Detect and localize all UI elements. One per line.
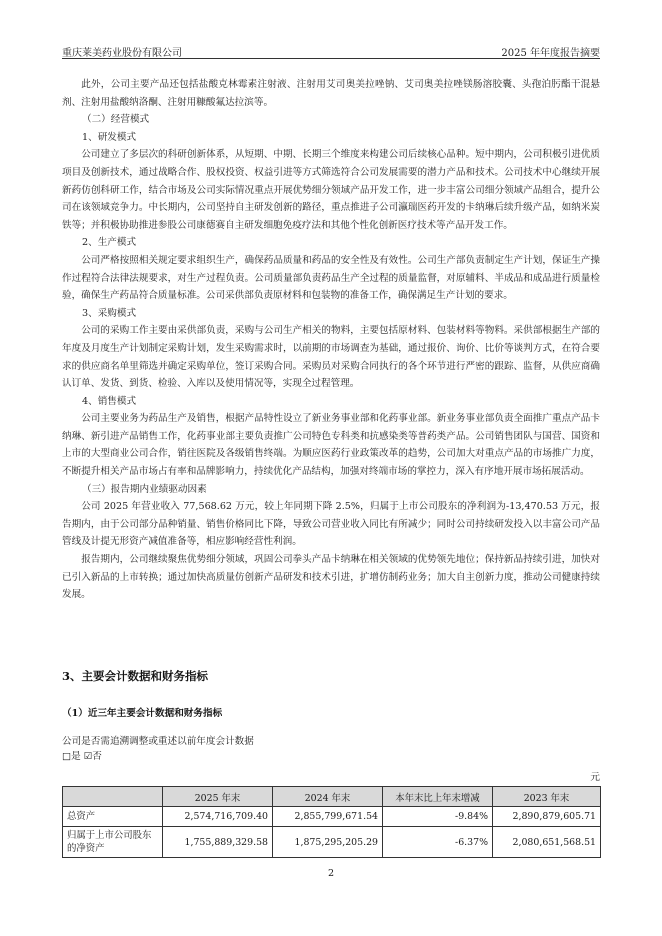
heading-procurement-model: 3、采购模式 bbox=[82, 307, 137, 319]
paragraph-sales: 公司主要业务为药品生产及销售，根据产品特性设立了新业务事业部和化药事业部。新业务事业部负责全面推广重点产品卡纳琳、新引进产品销售工作，化药事业部主要负责推广公司特色专科类和抗感染类等普药类产品。公司销售团队与国营、国资和上市的大型商业公司合作，销往医院及各级销售终端。为顺应医药行业政策改革的趋势，公司加大对重点产品的市场推广力度，不断提升相关产品市场占有率和品牌影响力，持续优化产品结构，加强对终端市场的掌控力，深入有序地开展市场拓展活动。 bbox=[62, 413, 600, 478]
page-header bbox=[62, 40, 600, 59]
heading-business-model: （二）经营模式 bbox=[82, 114, 150, 126]
table-header-cell: 本年末比上年末增减 bbox=[383, 787, 493, 807]
table-cell: 1,755,889,329.58 bbox=[163, 827, 273, 858]
heading-production-model: 2、生产模式 bbox=[82, 237, 137, 249]
paragraph-outlook: 报告期内，公司继续聚焦优势细分领域，巩固公司拳头产品卡纳琳在相关领域的优势领先地位；保持新品持续引进，加快对已引入新品的上市转换；通过加快高质量仿创新产品研发和技术引进，扩增仿制药业务；加大自主创新力度，推动公司健康持续发展。 bbox=[62, 554, 600, 601]
table-header-cell bbox=[63, 787, 163, 807]
paragraph-procurement: 公司的采购工作主要由采供部负责，采购与公司生产相关的物料，主要包括原材料、包装材料等物料。采供部根据生产部的年度及月度生产计划制定采购计划，发生采购需求时，以前期的市场调查为基础，通过报价、询价、比价等谈判方式，在符合要求的供应商名单里筛选并确定采购单位，签订采购合同。采购员对采购合同执行的各个环节进行严密的跟踪、监督，从供应商确认订单、发货、到货、检验、入库以及使用情况等，实现全过程管理。 bbox=[62, 325, 600, 390]
page-number: 2 bbox=[327, 868, 335, 879]
restatement-question: 公司是否需追溯调整或重述以前年度会计数据 bbox=[62, 736, 254, 747]
table-cell: -9.84% bbox=[383, 807, 493, 827]
table-header-cell: 2024 年末 bbox=[273, 787, 383, 807]
subsection-title: （1）近三年主要会计数据和财务指标 bbox=[62, 708, 223, 719]
table-header-cell: 2023 年末 bbox=[493, 787, 601, 807]
table-header-row bbox=[63, 787, 601, 807]
company-name: 重庆莱美药业股份有限公司 bbox=[62, 48, 182, 59]
table-cell: 2,890,879,605.71 bbox=[493, 807, 601, 827]
table-cell: -6.37% bbox=[383, 827, 493, 858]
heading-performance-drivers: （三）报告期内业绩驱动因素 bbox=[82, 483, 207, 495]
table-row bbox=[63, 827, 601, 858]
body-text bbox=[62, 76, 600, 604]
row-label: 总资产 bbox=[63, 807, 163, 827]
table-header-cell: 2025 年末 bbox=[163, 787, 273, 807]
paragraph-products: 此外，公司主要产品还包括盐酸克林霉素注射液、注射用艾司奥美拉唑钠、艾司奥美拉唑镁肠溶胶囊、头孢泊肟酯干混悬剂、注射用盐酸纳洛酮、注射用糠酸氟达拉滨等。 bbox=[62, 79, 600, 108]
paragraph-rd: 公司建立了多层次的科研创新体系，从短期、中期、长期三个维度来构建公司后续核心品种。短中期内，公司积极引进优质项目及创新技术，通过战略合作、股权投资、权益引进等方式筛选符合公司发展需要的潜力产品和技术。公司技术中心继续开展新药仿创科研工作，结合市场及公司实际情况重点开展优势细分领域产品开发工作，进一步丰富公司细分领域产品组合，提升公司在该领域竞争力。中长期内，公司坚持自主研发创新的路径，重点推进子公司瀛瑞医药开发的卡纳琳后续升级产品，如纳米炭铁等；并积极协助推进参股公司康德赛自主研发细胞免疫疗法和其他个性化创新医疗技术等产品开发工作。 bbox=[62, 149, 600, 231]
heading-sales-model: 4、销售模式 bbox=[82, 395, 137, 407]
table-cell: 2,080,651,568.51 bbox=[493, 827, 601, 858]
heading-rd-model: 1、研发模式 bbox=[82, 131, 137, 143]
financial-table bbox=[62, 786, 601, 858]
paragraph-revenue: 公司 2025 年营业收入 77,568.62 万元，较上年同期下降 2.5%，归属于上市公司股东的净利润为-13,470.53 万元，报告期内，由于公司部分品种销量、销售价格同比下降，导致公司营业收入同比有所减少；同时公司持续研发投入以丰富公司产品管线及计提无形资产减值准备等，相应影响经营性利润。 bbox=[62, 501, 600, 548]
table-cell: 2,855,799,671.54 bbox=[273, 807, 383, 827]
report-title: 2025 年年度报告摘要 bbox=[501, 48, 600, 59]
row-label: 归属于上市公司股东的净资产 bbox=[63, 827, 163, 858]
paragraph-production: 公司严格按照相关规定要求组织生产，确保药品质量和药品的安全性及有效性。公司生产部负责制定生产计划，保证生产操作过程符合法律法规要求，对生产过程负责。公司质量部负责药品生产全过程的质量监督，对原辅料、半成品和成品进行质量检验，确保生产药品符合质量标准。公司采供部负责原材料和包装物的准备工作，确保满足生产计划的要求。 bbox=[62, 254, 600, 302]
section-title: 3、主要会计数据和财务指标 bbox=[62, 669, 209, 683]
table-row bbox=[63, 807, 601, 827]
restatement-answer: □是 ☑否 bbox=[62, 751, 102, 762]
currency-unit: 元 bbox=[590, 772, 600, 783]
table-cell: 1,875,295,205.29 bbox=[273, 827, 383, 858]
table-cell: 2,574,716,709.40 bbox=[163, 807, 273, 827]
